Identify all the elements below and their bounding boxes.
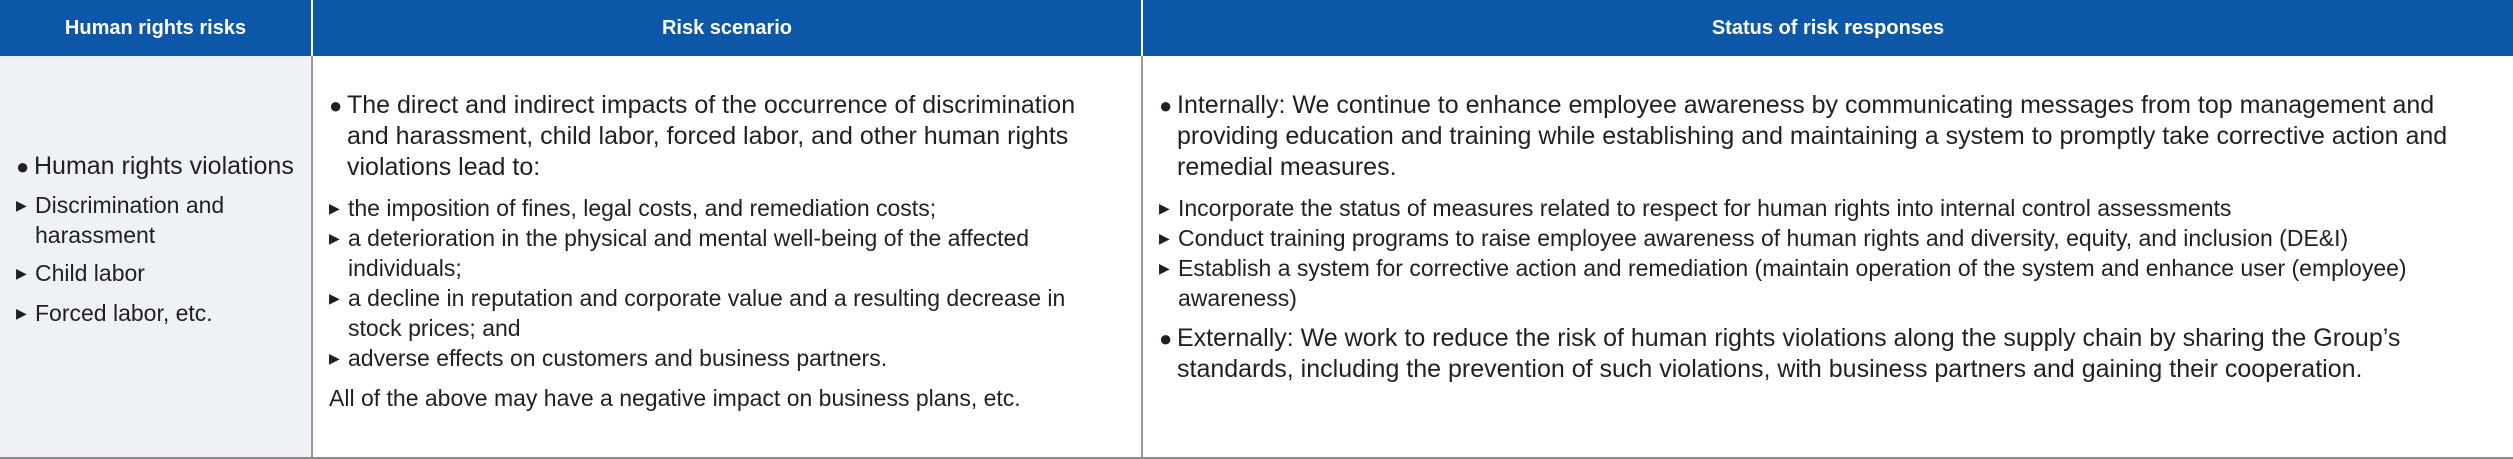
internal-measure-item: ▶ Conduct training programs to raise employee awareness of human rights and diversity, equity, and inclusion (DE&I) (1159, 225, 2349, 251)
scenario-sub-item: ▶ the imposition of fines, legal costs, and remediation costs; (329, 195, 937, 221)
internal-response-item: ● Internally: We continue to enhance employee awareness by communicating messages from top management and providing education and training while establishing and maintaining a system to promptly take corrective action and remedial measures. (1159, 91, 2448, 181)
bullet-icon: ● (1159, 326, 1173, 351)
arrow-icon: ▶ (16, 197, 27, 213)
header-human-rights-risks: Human rights risks (0, 0, 313, 56)
internal-measure-item: ▶ Incorporate the status of measures related to respect for human rights into internal control assessments (1159, 195, 2232, 221)
scenario-footer-note: All of the above may have a negative impact on business plans, etc. (329, 385, 1021, 411)
scenario-sub-item: ▶ a decline in reputation and corporate value and a resulting decrease in stock prices; and (329, 285, 1066, 341)
arrow-icon: ▶ (1159, 200, 1170, 216)
arrow-icon: ▶ (16, 305, 27, 321)
header-status-of-risk-responses: Status of risk responses (1711, 16, 1945, 39)
internal-measure-item: ▶ Establish a system for corrective action and remediation (maintain operation of the system and enhance user (employee) awareness) (1159, 255, 2407, 311)
arrow-icon: ▶ (1159, 260, 1170, 276)
risk-sub-item: ▶ Child labor (16, 260, 145, 286)
risk-main-item: ● Human rights violations (16, 152, 294, 180)
arrow-icon: ▶ (16, 265, 27, 281)
risks-cell (0, 56, 313, 457)
bullet-icon: ● (1159, 93, 1173, 118)
external-response-item: ● Externally: We work to reduce the risk of human rights violations along the supply chain by sharing the Group’s standards, including the prevention of such violations, with business partners and gaining their cooperation. (1159, 324, 2401, 383)
arrow-icon: ▶ (329, 290, 340, 306)
table-body (0, 56, 2513, 457)
risk-sub-item: ▶ Forced labor, etc. (16, 300, 213, 326)
header-risk-scenario: Risk scenario (313, 0, 1143, 56)
risk-responses-cell (1143, 56, 2513, 457)
risk-scenario-cell (313, 56, 1143, 457)
scenario-sub-item: ▶ a deterioration in the physical and mental well-being of the affected individuals; (329, 225, 1030, 281)
arrow-icon: ▶ (329, 350, 340, 366)
scenario-sub-item: ▶ adverse effects on customers and business partners. (329, 345, 888, 371)
risk-sub-item: ▶ Discrimination and harassment (16, 192, 225, 248)
arrow-icon: ▶ (329, 230, 340, 246)
bullet-icon: ● (329, 93, 343, 118)
bullet-icon: ● (16, 154, 30, 179)
table-header (0, 0, 2513, 56)
arrow-icon: ▶ (329, 200, 340, 216)
arrow-icon: ▶ (1159, 230, 1170, 246)
scenario-main-item: ● The direct and indirect impacts of the occurrence of discrimination and harassment, child labor, forced labor, and other human rights violations lead to: (329, 91, 1076, 181)
